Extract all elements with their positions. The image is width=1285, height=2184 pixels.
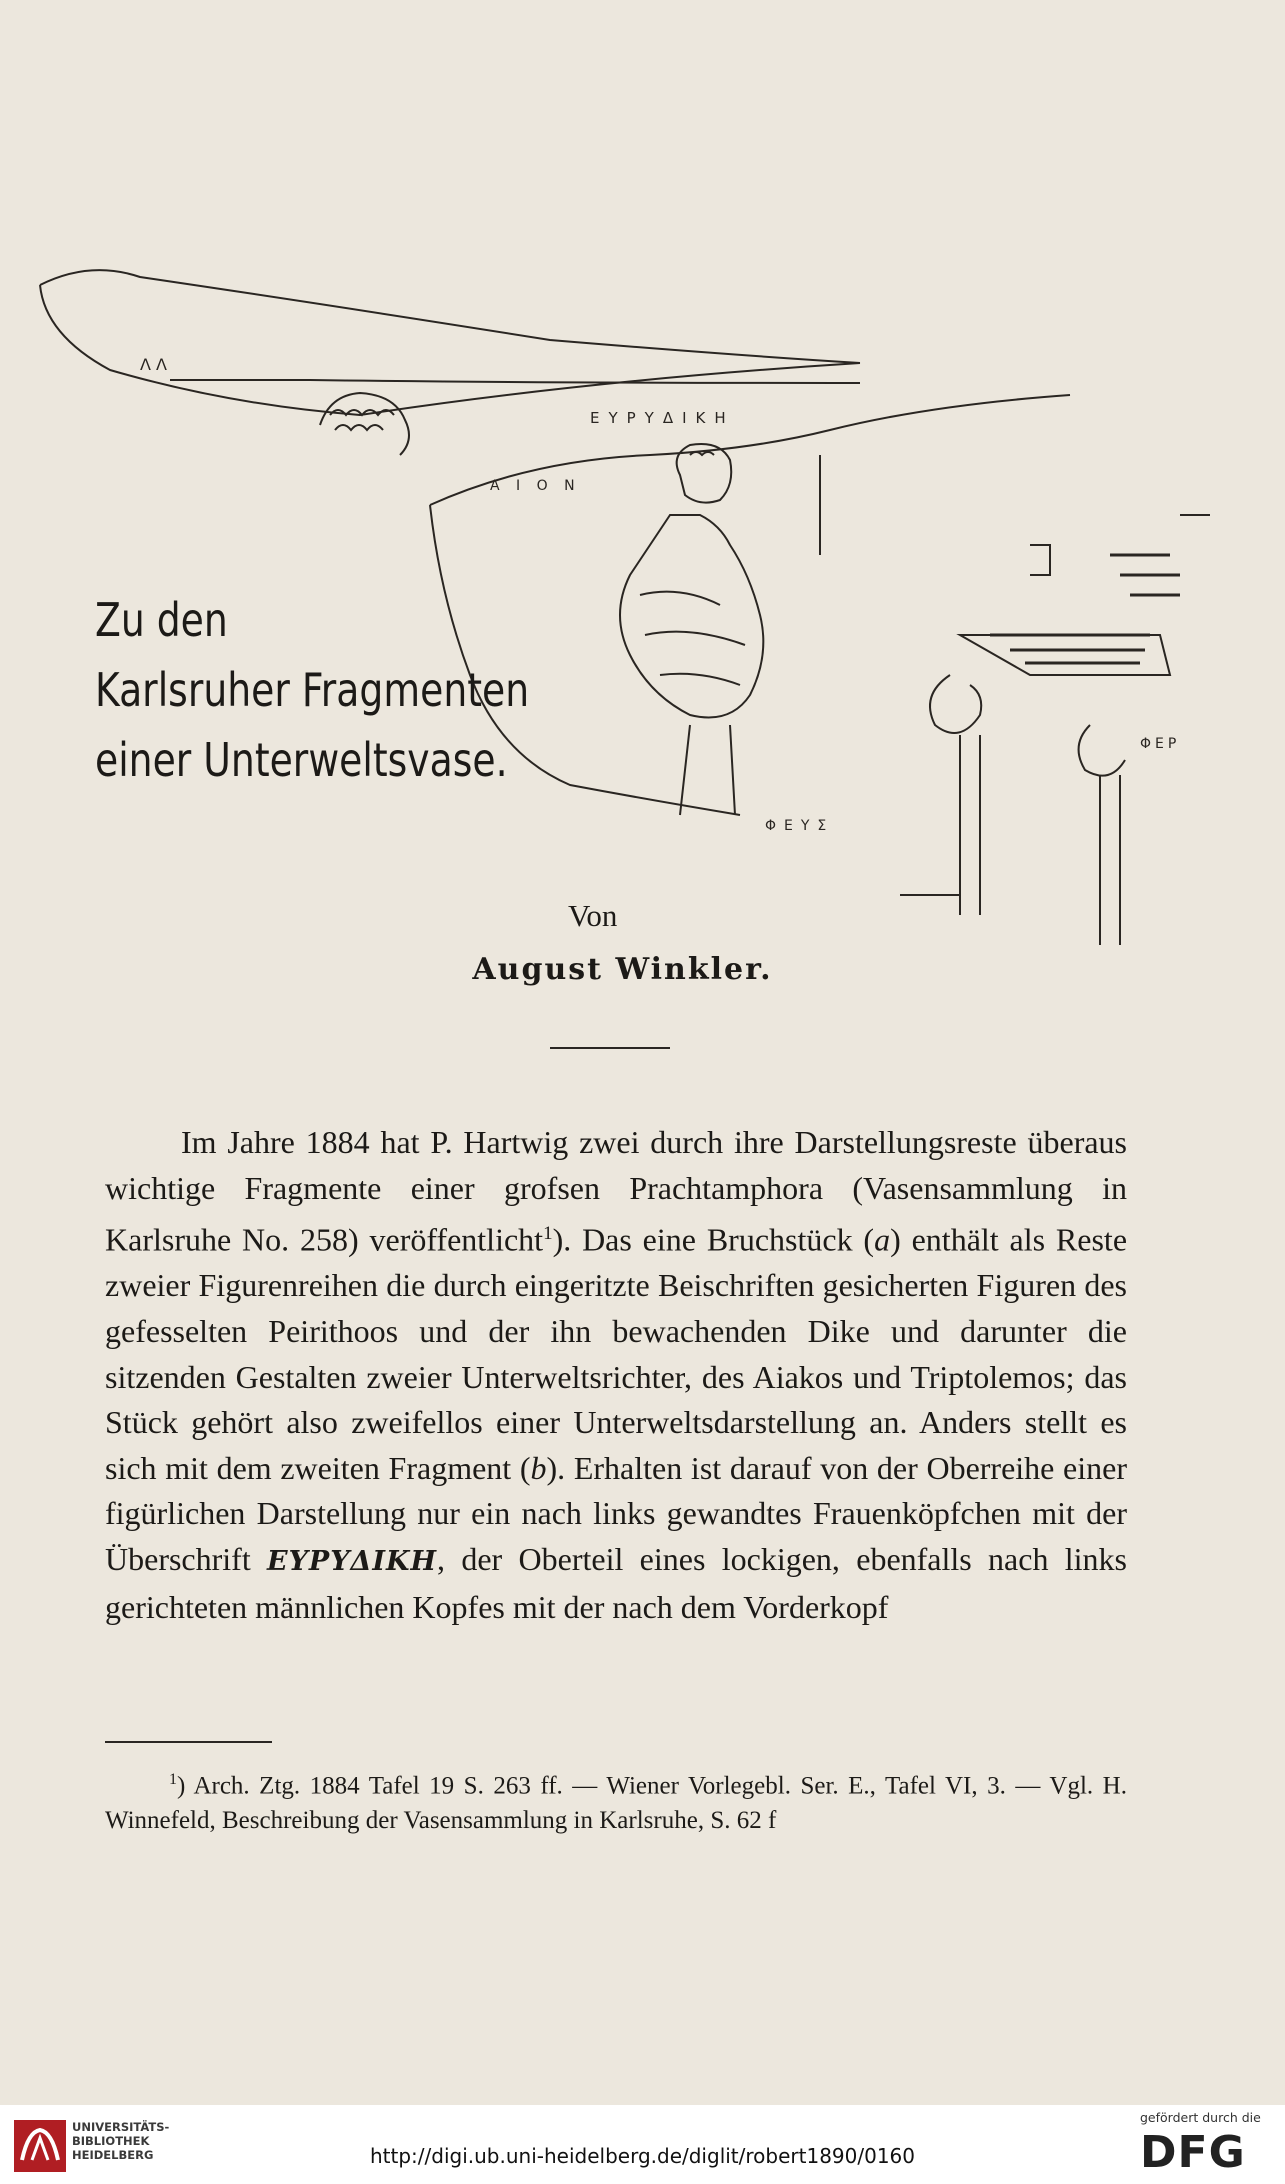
footnote-text: ) Arch. Ztg. 1884 Tafel 19 S. 263 ff. — Wiener Vorlegebl. Ser. E., Tafel VI, 3. — Vgl. H. Winnefeld, Beschreibung der Vasensammlung in Karlsruhe, S. 62 f	[105, 1772, 1127, 1835]
body-paragraph: Im Jahre 1884 hat P. Hartwig zwei durch ihre Darstellungsreste überaus wichtige Fragmente einer grofsen Prachtamphora (Vasensammlung in Karlsruhe No. 258) veröffentlicht$^1$). Das eine Bruchstück (a) enthält als Reste zweier Figurenreihen die durch eingeritzte Beischriften gesicherten Figuren des gefesselten Peirithoos und der ihn bewachenden Dike und darunter die sitzenden Gestalten zweier Unterweltsrichter, des Aiakos und Triptolemos; das Stück gehört also zweifellos einer Unterweltsdarstellung an. Anders stellt es sich mit dem zweiten Fragment (b). Erhalten ist darauf von der Oberreihe einer figürlichen Darstellung nur ein nach links gewandtes Frauenköpfchen mit der Überschrift ΕΥΡΥΔΙΚΗ, der Oberteil eines lockigen, ebenfalls nach links gerichteten männlichen Kopfes mit der nach dem Vorderkopf	[105, 1124, 1128, 1625]
inscription-upper-left: Λ Λ	[140, 355, 167, 374]
title-divider	[550, 1047, 670, 1049]
fragment-a-label: a	[874, 1221, 891, 1258]
funding-caption: gefördert durch die	[1140, 2110, 1261, 2125]
byline-prefix: Von	[568, 898, 618, 933]
footnote-reference: 1	[543, 1223, 553, 1245]
author-name: August Winkler.	[472, 952, 773, 987]
article-title	[95, 585, 529, 795]
dfg-logo: DFG	[1140, 2127, 1246, 2178]
footnote-divider	[105, 1741, 272, 1743]
inscription-pher: ΦΕΡ	[1140, 736, 1181, 752]
greek-inscription: ΕΥΡΥΔΙΚΗ	[267, 1546, 438, 1577]
title-line-3: einer Unterweltsvase.	[95, 733, 508, 787]
inscription-pheus: ΦΕΥΣ	[765, 818, 835, 834]
title-line-1: Zu den	[95, 593, 228, 647]
library-name: UNIVERSITÄTS- BIBLIOTHEK HEIDELBERG	[72, 2120, 170, 2162]
footnote	[105, 1762, 1127, 1838]
inscription-eurydike: ΕΥΡΥΔΙΚΗ	[590, 409, 735, 427]
title-line-2: Karlsruher Fragmenten	[95, 663, 530, 717]
inscription-aion: Α Ι Ο Ν	[490, 478, 581, 494]
source-url-link[interactable]: http://digi.ub.uni-heidelberg.de/diglit/robert1890/0160	[370, 2144, 915, 2168]
fragment-b-label: b	[530, 1449, 547, 1486]
footnote-marker: 1	[169, 1771, 177, 1788]
